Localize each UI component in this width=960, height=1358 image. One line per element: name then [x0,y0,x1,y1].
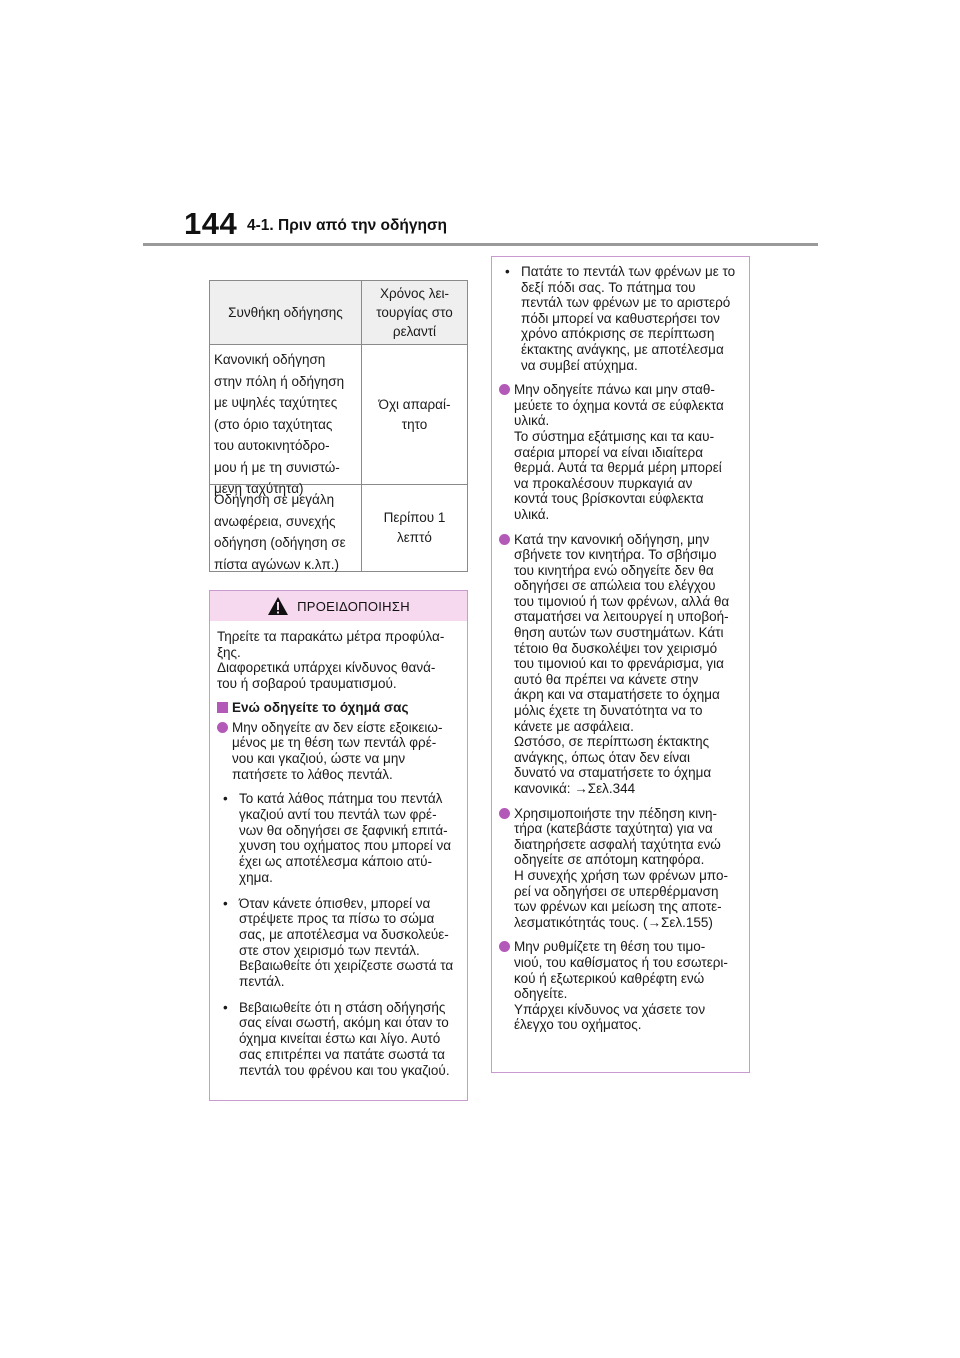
warning-continuation-box [491,256,750,1073]
table-row [210,344,467,496]
warning-subheading-text: Ενώ οδηγείτε το όχημά σας [232,699,409,715]
dot-bullet-icon: • [505,264,510,279]
list-item [499,806,742,931]
warning-title: ΠΡΟΕΙΔΟΠΟΙΗΣΗ [297,598,410,614]
list-item-text: Πατάτε το πεντάλ των φρένων με το δεξί πόδι σας. Το πάτημα του πεντάλ των φρένων με το αριστερό πόδι μπορεί να καθυστερήσει τον χρόνο απόκρισης σε περίπτωση έκτακτης ανάγκης, με αποτέλεσμα να συμβεί ατύχημα. [521,264,736,373]
list-item-text: Το κατά λάθος πάτημα του πεντάλ γκαζιού αντί του πεντάλ των φρέ- νων θα οδηγήσει σε ξαφνική επιτά- χυνση του οχήματος που μπορεί να έχει ως αποτέλεσμα κάποιο ατύ- χημα. [239,791,451,885]
table-cell-condition: Οδήγηση σε μεγάλη ανωφέρεια, συνεχής οδήγηση (οδήγηση σε πίστα αγώνων κ.λπ.) [210,485,362,571]
list-item [217,896,460,990]
list-item-text: Κατά την κανονική οδήγηση, μην σβήνετε τον κινητήρα. Το σβήσιμο του κινητήρα ενώ οδηγείτε δεν θα οδηγήσει σε απώλεια του ελέγχου του τιμονιού ή των φρένων, αλλά θα σταματήσει να λειτουργεί η υποβοή- θηση αυτών των συστημάτων. Κάτι τέτοιο θα δυσκολέψει τον χειρισμό του τιμονιού και το φρενάρισμα, για αυτό θα πρέπει να κάνετε στην άκρη και να σταματήσετε το όχημα μόλις έχετε τη δυνατότητα να το κάνετε με ασφάλεια. Ωστόσο, σε περίπτωση έκτακτης ανάγκης, όπως όταν δεν είναι δυνατό να σταματήσετε το όχημα κανονικά: →Σελ.344 [514,531,730,796]
page-number: 144 [184,206,238,241]
warning-body [210,621,467,1078]
circle-bullet-icon [217,722,228,733]
dot-bullet-icon: • [223,791,228,807]
warning-triangle-icon [267,596,289,616]
list-item [499,939,742,1033]
circle-bullet-icon [499,534,510,545]
list-item-text: Μην ρυθμίζετε τη θέση του τιμο- νιού, του καθίσματος ή του εσωτερι- κού ή εξωτερικού καθρέφτη ενώ οδηγείτε. Υπάρχει κίνδυνος να χάσετε τον έλεγχο του οχήματος. [514,939,728,1033]
table-cell-time: Περίπου 1 λεπτό [383,510,446,545]
warning-header [210,591,467,621]
table-header-row [210,281,467,344]
dot-bullet-icon: • [223,999,228,1015]
table-header-condition: Συνθήκη οδήγησης [210,281,362,344]
list-item-text: Μην οδηγείτε πάνω και μην σταθ- μεύετε το όχημα κοντά σε εύφλεκτα υλικά. Το σύστημα εξάτμισης και τα καυ- σαέρια μπορεί να είναι ιδιαίτερα θερμά. Αυτά τα θερμά μέρη μπορεί να προκαλέσουν πυρκαγιά αν κοντά τους βρίσκονται εύφλεκτα υλικά. [514,382,724,522]
table-cell-time: Όχι απαραί- τητο [378,396,451,432]
list-item [217,1000,460,1079]
circle-bullet-icon [499,384,510,395]
list-item [499,382,742,522]
circle-bullet-icon [499,941,510,952]
dot-bullet-icon: • [223,895,228,911]
warning-subheading [217,700,460,716]
circle-bullet-icon [499,808,510,819]
list-item [499,264,742,373]
warning-box [209,590,468,1101]
header-rule [143,243,818,246]
idling-time-table [209,280,468,572]
table-cell-condition: Κανονική οδήγηση στην πόλη ή οδήγηση με υψηλές ταχύτητες (στο όριο ταχύτητας του αυτοκινητόδρο- μου ή με τη συνιστώ- μενη ταχύτητα) [210,345,362,484]
list-item-text: Χρησιμοποιήστε την πέδηση κινη- τήρα (κατεβάστε ταχύτητα) για να διατηρήσετε ασφαλή ταχύτητα ενώ οδηγείτε σε απότομη κατηφόρα. Η συνεχής χρήση των φρένων μπο- ρεί να οδηγήσει σε υπερθέρμανση των φρένων και μείωση της αποτε- λεσματικότητάς τους. (→Σελ.155) [514,805,729,930]
table-row [210,484,467,571]
warning-intro: Τηρείτε τα παρακάτω μέτρα προφύλα- ξης. Διαφορετικά υπάρχει κίνδυνος θανά- του ή σοβαρού τραυματισμού. [217,629,445,692]
list-item-text: Βεβαιωθείτε ότι η στάση οδήγησής σας είναι σωστή, ακόμη και όταν το όχημα κινείται έστω και λίγο. Αυτό σας επιτρέπει να πατάτε σωστά τα πεντάλ του φρένου και του γκαζιού. [239,999,450,1078]
square-bullet-icon [217,702,228,713]
section-title: 4-1. Πριν από την οδήγηση [247,217,448,234]
list-item-text: Μην οδηγείτε αν δεν είστε εξοικειω- μένος με τη θέση των πεντάλ φρέ- νου και γκαζιού, ώστε να μην πατήσετε το λάθος πεντάλ. [232,719,443,782]
list-item [217,720,460,783]
table-header-time: Χρόνος λει- τουργίας στο ρελαντί [376,285,453,339]
list-item [499,532,742,797]
list-item [217,791,460,885]
list-item-text: Όταν κάνετε όπισθεν, μπορεί να στρέψετε προς τα πίσω το σώμα σας, με αποτέλεσμα να δυσκολεύε- στε στον χειρισμό των πεντάλ. Βεβαιωθείτε ότι χειρίζεστε σωστά τα πεντάλ. [239,895,454,990]
